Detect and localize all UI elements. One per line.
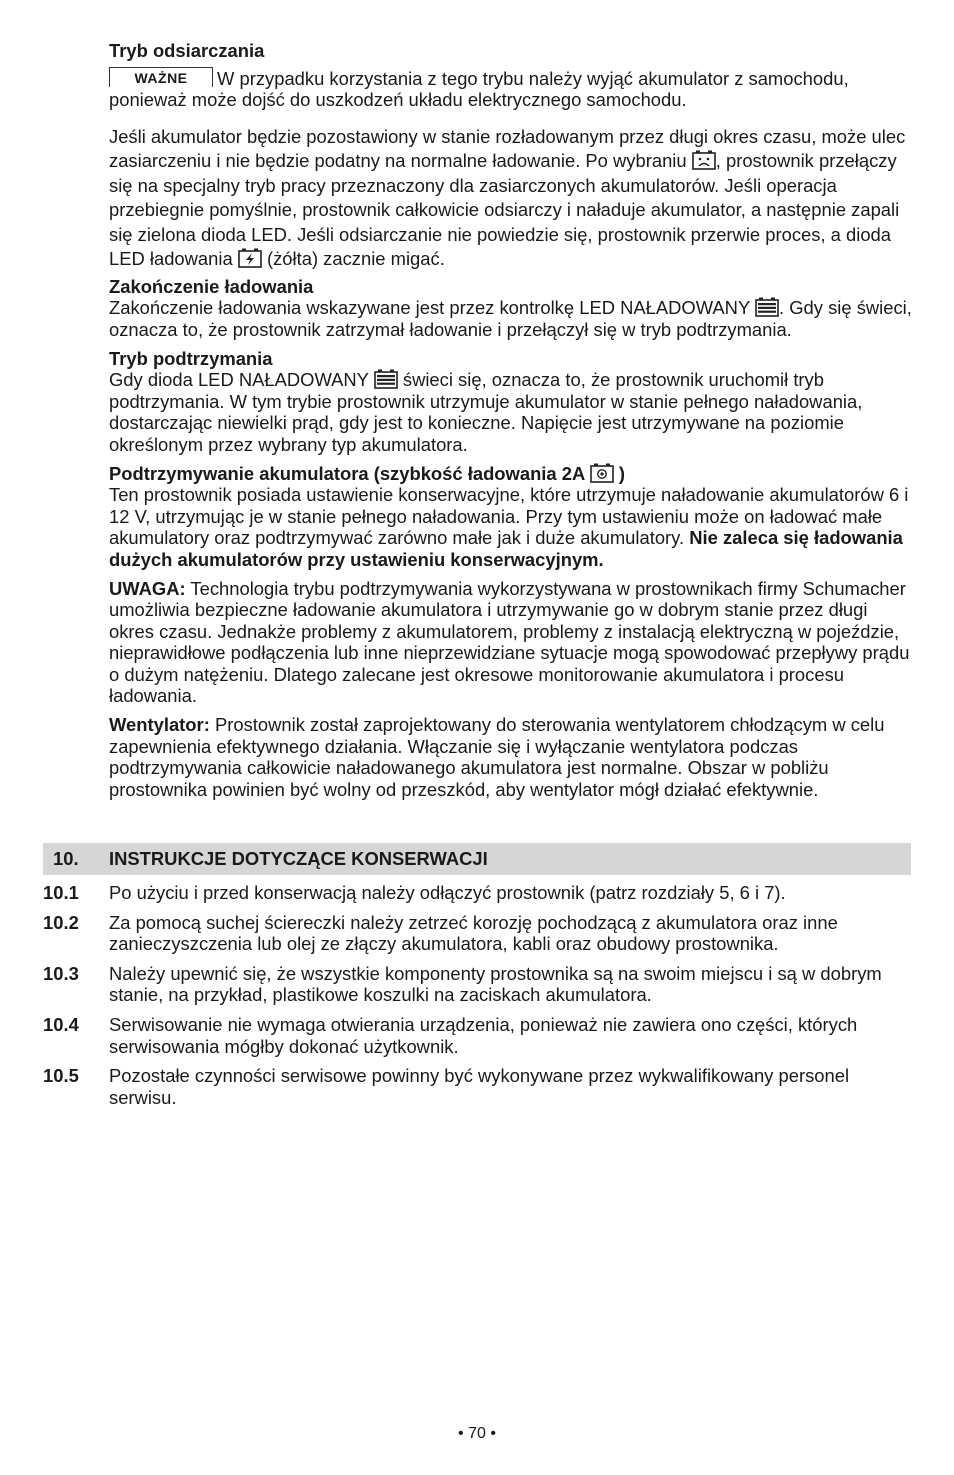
note-paragraph [109, 578, 914, 708]
completion-heading: Zakończenie ładowania [109, 275, 314, 297]
item-number: 10.1 [43, 882, 79, 903]
item-number: 10.2 [43, 911, 79, 933]
list-item [43, 963, 911, 1006]
content-column [109, 40, 914, 807]
section-number: 10. [53, 848, 79, 869]
item-number: 10.4 [43, 1013, 79, 1035]
maintain-2a-title-end: ) [618, 462, 625, 484]
fan-paragraph [109, 714, 914, 800]
sad-battery-icon [692, 150, 716, 170]
maintain-text-1: Gdy dioda LED NAŁADOWANY [109, 369, 369, 391]
completion-text-2: . Gdy się świeci, oznacza to, że prostownik zatrzymał ładowanie i przełączył się w tryb podtrzymania. [109, 297, 912, 340]
charging-bolt-icon [238, 248, 262, 268]
item-text: Serwisowanie nie wymaga otwierania urządzenia, ponieważ nie zawiera ono części, których serwisowania mógłby dokonać użytkownik. [109, 1013, 858, 1057]
desulfation-text-3: (żółta) zacznie migać. [266, 248, 445, 270]
completion-paragraph [109, 297, 914, 340]
completion-text-1: Zakończenie ładowania wskazywane jest przez kontrolkę LED NAŁADOWANY [109, 297, 750, 319]
maintain-text-2: świeci się, oznacza to, że prostownik uruchomił tryb podtrzymania. W tym trybie prostownik utrzymuje akumulator w stanie pełnego naładowania, dostarczając niewielki prąd, gdy jest to konieczne. Napięcie jest utrzymywane na poziomie określonym przez wybrany typ akumulatora. [109, 369, 863, 455]
full-battery-icon [755, 297, 779, 317]
maintain-2a-title: Podtrzymywanie akumulatora (szybkość ładowania 2A [109, 462, 585, 484]
maintain-2a-heading [109, 463, 914, 485]
item-text: Za pomocą suchej ściereczki należy zetrzeć korozję pochodzącą z akumulatora oraz inne zanieczyszczenia lub olej ze złączy akumulatora, kabli oraz obudowy prostownika. [109, 911, 838, 955]
important-text: W przypadku korzystania z tego trybu należy wyjąć akumulator z samochodu, ponieważ może dojść do uszkodzeń układu elektrycznego samochodu. [109, 67, 849, 111]
note-text: Technologia trybu podtrzymywania wykorzystywana w prostownikach firmy Schumacher umożliwia bezpieczne ładowanie akumulatora i utrzymywanie go w dobrym stanie przez długi okres czasu. Jednakże problemy z akumulatorem, problemy z instalacją elektryczną w pojeździe, nieprawidłowe podłączenia lub inne nieprzewidziane sytuacje mogą spowodować przepływy prądu o dużym natężeniu. Dlatego zalecane jest okresowe monitorowanie akumulatora i procesu ładowania. [109, 577, 910, 707]
desulfation-paragraph [109, 125, 914, 272]
page-number: • 70 • [458, 1425, 496, 1442]
full-battery-icon [374, 369, 398, 389]
section-header [43, 843, 911, 875]
list-item [43, 1014, 911, 1057]
list-item [43, 1065, 911, 1108]
note-label: UWAGA: [109, 577, 186, 599]
item-number: 10.5 [43, 1065, 79, 1087]
section-title: INSTRUKCJE DOTYCZĄCE KONSERWACJI [109, 848, 488, 869]
desulfation-heading: Tryb odsiarczania [109, 40, 265, 61]
list-item [43, 912, 911, 955]
maintain-2a-text: Ten prostownik posiada ustawienie konserwacyjne, które utrzymuje naładowanie akumulatorów 6 i 12 V, utrzymując je w stanie pełnego naładowania. Przy tym ustawieniu może on ładować małe akumulatory oraz podtrzymywać zarówno małe jak i duże akumulatory. [109, 484, 909, 549]
desulfation-text-2: , prostownik przełączy się na specjalny tryb pracy przeznaczony dla zasiarczonych akumulatorów. Jeśli operacja przebiegnie pomyślnie, prostownik całkowicie odsiarczy i naładuje akumulator, a następnie zapali się zielona dioda LED. Jeśli odsiarczanie nie powiedzie się, prostownik przerwie proces, a dioda LED ładowania [109, 150, 900, 270]
maintenance-list [43, 882, 911, 1116]
important-badge: WAŻNE [109, 67, 213, 87]
maintain-2a-warning: Nie zaleca się ładowania dużych akumulatorów przy ustawieniu konserwacyjnym. [109, 527, 903, 570]
list-item [43, 882, 911, 904]
item-number: 10.3 [43, 962, 79, 984]
maintain-heading: Tryb podtrzymania [109, 347, 273, 369]
maintain-paragraph [109, 369, 914, 455]
item-text: Należy upewnić się, że wszystkie komponenty prostownika są na swoim miejscu i są w dobrym stanie, na przykład, plastikowe koszulki na zaciskach akumulatora. [109, 962, 882, 1006]
item-text: Po użyciu i przed konserwacją należy odłączyć prostownik (patrz rozdziały 5, 6 i 7). [109, 882, 786, 903]
item-text: Pozostałe czynności serwisowe powinny być wykonywane przez wykwalifikowany personel serwisu. [109, 1065, 850, 1108]
fan-label: Wentylator: [109, 714, 210, 736]
maintain-2a-paragraph [109, 484, 914, 570]
desulfation-text-1: Jeśli akumulator będzie pozostawiony w stanie rozładowanym przez długi okres czasu, może ulec zasiarczeniu i nie będzie podatny na normalne ładowanie. Po wybraniu [109, 125, 906, 172]
maintain-battery-icon [590, 463, 614, 483]
fan-text: Prostownik został zaprojektowany do sterowania wentylatorem chłodzącym w celu zapewnienia efektywnego działania. Włączanie się i wyłączanie wentylatora podczas podtrzymywania całkowicie naładowanego akumulatora jest normalne. Obszar w pobliżu prostownika powinien być wolny od przeszkód, aby wentylator mógł działać efektywnie. [109, 714, 885, 800]
important-note [109, 67, 914, 111]
